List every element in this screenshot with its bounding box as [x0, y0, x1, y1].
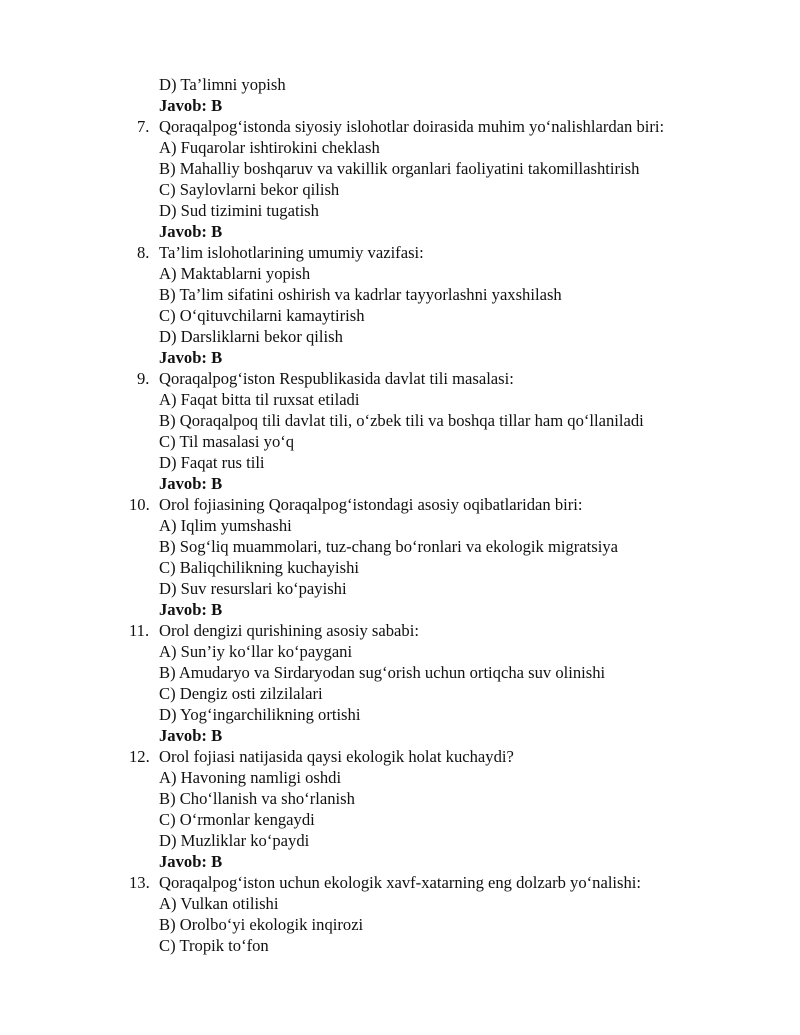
option-a: A) Faqat bitta til ruxsat etiladi [159, 390, 360, 409]
question-text: Qoraqalpog‘iston uchun ekologik xavf-xatarning eng dolzarb yo‘nalishi: [159, 873, 642, 892]
option-d: D) Yog‘ingarchilikning ortishi [159, 705, 361, 724]
option-a: A) Sun’iy ko‘llar ko‘paygani [159, 642, 353, 661]
question-number: 13. [129, 873, 150, 892]
question-number: 9. [137, 369, 150, 388]
answer-line: Javob: B [159, 96, 223, 115]
question-number: 12. [129, 747, 150, 766]
option-d: D) Darsliklarni bekor qilish [159, 327, 343, 346]
option-c: C) Tropik to‘fon [159, 936, 269, 955]
option-c: C) Baliqchilikning kuchayishi [159, 558, 360, 577]
question-number: 11. [129, 621, 150, 640]
option-b: B) Sog‘liq muammolari, tuz-chang bo‘ronlari va ekologik migratsiya [159, 537, 618, 556]
option-d: D) Muzliklar ko‘paydi [159, 831, 310, 850]
option-b: B) Amudaryo va Sirdaryodan sug‘orish uchun ortiqcha suv olinishi [159, 663, 606, 682]
answer-line: Javob: B [159, 852, 223, 871]
option-d: D) Ta’limni yopish [159, 75, 286, 94]
option-c: C) Til masalasi yo‘q [159, 432, 295, 451]
question-text: Ta’lim islohotlarining umumiy vazifasi: [159, 243, 424, 262]
answer-line: Javob: B [159, 474, 223, 493]
option-a: A) Vulkan otilishi [159, 894, 279, 913]
option-a: A) Fuqarolar ishtirokini cheklash [159, 138, 380, 157]
option-c: C) Dengiz osti zilzilalari [159, 684, 323, 703]
option-b: B) Cho‘llanish va sho‘rlanish [159, 789, 355, 808]
question-text: Orol dengizi qurishining asosiy sababi: [159, 621, 419, 640]
question-text: Qoraqalpog‘istonda siyosiy islohotlar doirasida muhim yo‘nalishlardan biri: [159, 117, 665, 136]
option-a: A) Maktablarni yopish [159, 264, 311, 283]
question-text: Qoraqalpog‘iston Respublikasida davlat tili masalasi: [159, 369, 514, 388]
question-number: 8. [137, 243, 150, 262]
option-a: A) Iqlim yumshashi [159, 516, 292, 535]
option-d: D) Sud tizimini tugatish [159, 201, 319, 220]
option-c: C) O‘qituvchilarni kamaytirish [159, 306, 365, 325]
answer-line: Javob: B [159, 600, 223, 619]
question-text: Orol fojiasi natijasida qaysi ekologik holat kuchaydi? [159, 747, 514, 766]
option-d: D) Faqat rus tili [159, 453, 265, 472]
question-text: Orol fojiasining Qoraqalpog‘istondagi asosiy oqibatlaridan biri: [159, 495, 583, 514]
option-b: B) Qoraqalpoq tili davlat tili, o‘zbek tili va boshqa tillar ham qo‘llaniladi [159, 411, 644, 430]
option-b: B) Mahalliy boshqaruv va vakillik organlari faoliyatini takomillashtirish [159, 159, 640, 178]
option-d: D) Suv resurslari ko‘payishi [159, 579, 347, 598]
option-b: B) Ta’lim sifatini oshirish va kadrlar tayyorlashni yaxshilash [159, 285, 562, 304]
question-number: 7. [137, 117, 150, 136]
option-c: C) Saylovlarni bekor qilish [159, 180, 340, 199]
answer-line: Javob: B [159, 726, 223, 745]
option-a: A) Havoning namligi oshdi [159, 768, 342, 787]
option-b: B) Orolbo‘yi ekologik inqirozi [159, 915, 364, 934]
answer-line: Javob: B [159, 348, 223, 367]
question-number: 10. [129, 495, 150, 514]
answer-line: Javob: B [159, 222, 223, 241]
option-c: C) O‘rmonlar kengaydi [159, 810, 315, 829]
